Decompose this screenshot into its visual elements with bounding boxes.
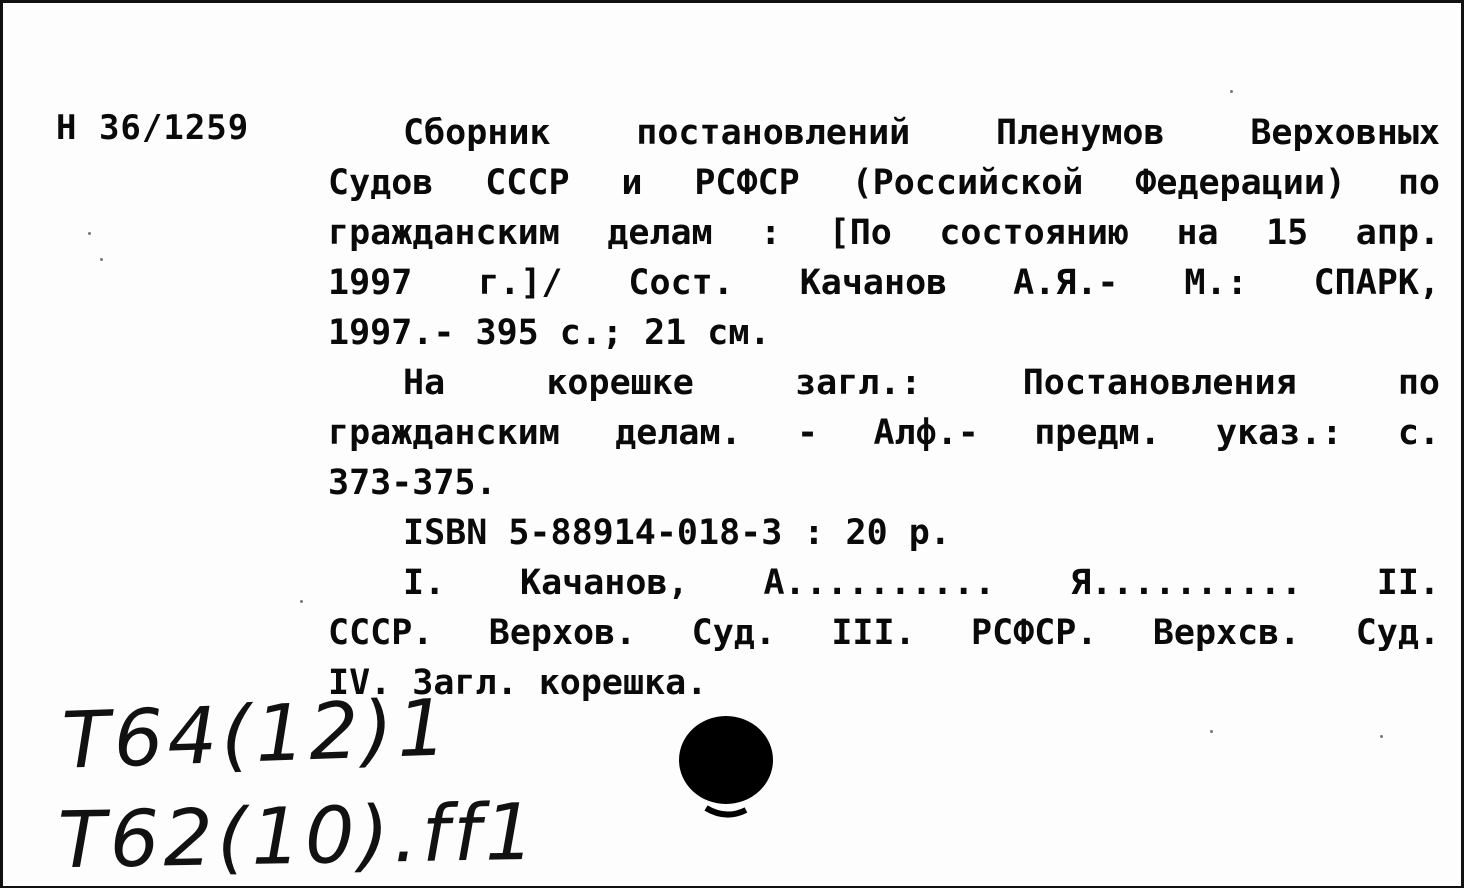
card-border-left (0, 0, 3, 888)
scan-speck (1210, 730, 1213, 733)
record-line: Судов СССР и РСФСР (Российской Федерации) по (328, 163, 1440, 203)
record-line: 373-375. (328, 463, 497, 503)
record-line: СССР. Верхов. Суд. III. РСФСР. Верхсв. Суд. (328, 613, 1440, 653)
scan-speck (100, 258, 103, 261)
scan-speck (88, 232, 91, 235)
record-line: 1997 г.]/ Сост. Качанов А.Я.- М.: СПАРК, (328, 263, 1440, 303)
handwritten-classification-2: Т62(10).ff1 (57, 787, 540, 887)
shelf-mark: Н 36/1259 (56, 108, 250, 148)
record-line: Сборник постановлений Пленумов Верховных (403, 113, 1440, 153)
scan-speck (1380, 735, 1383, 738)
record-line: гражданским делам : [По состоянию на 15 апр. (328, 213, 1440, 253)
record-line: На корешке загл.: Постановления по (403, 363, 1440, 403)
record-line: I. Качанов, А.......... Я.......... II. (403, 563, 1440, 603)
record-line: гражданским делам. - Алф.- предм. указ.: с. (328, 413, 1440, 453)
record-line: IV. Загл. корешка. (328, 663, 708, 703)
card-border-top (0, 0, 1464, 3)
bibliographic-record (328, 108, 1440, 708)
record-line: 1997.- 395 с.; 21 см. (328, 313, 771, 353)
scan-speck (300, 600, 303, 603)
handwritten-classification-1: Т64(12)1 (60, 683, 453, 787)
scan-speck (1230, 90, 1233, 93)
isbn-line: ISBN 5-88914-018-3 : 20 р. (403, 513, 951, 553)
punch-hole-blot (676, 710, 786, 830)
